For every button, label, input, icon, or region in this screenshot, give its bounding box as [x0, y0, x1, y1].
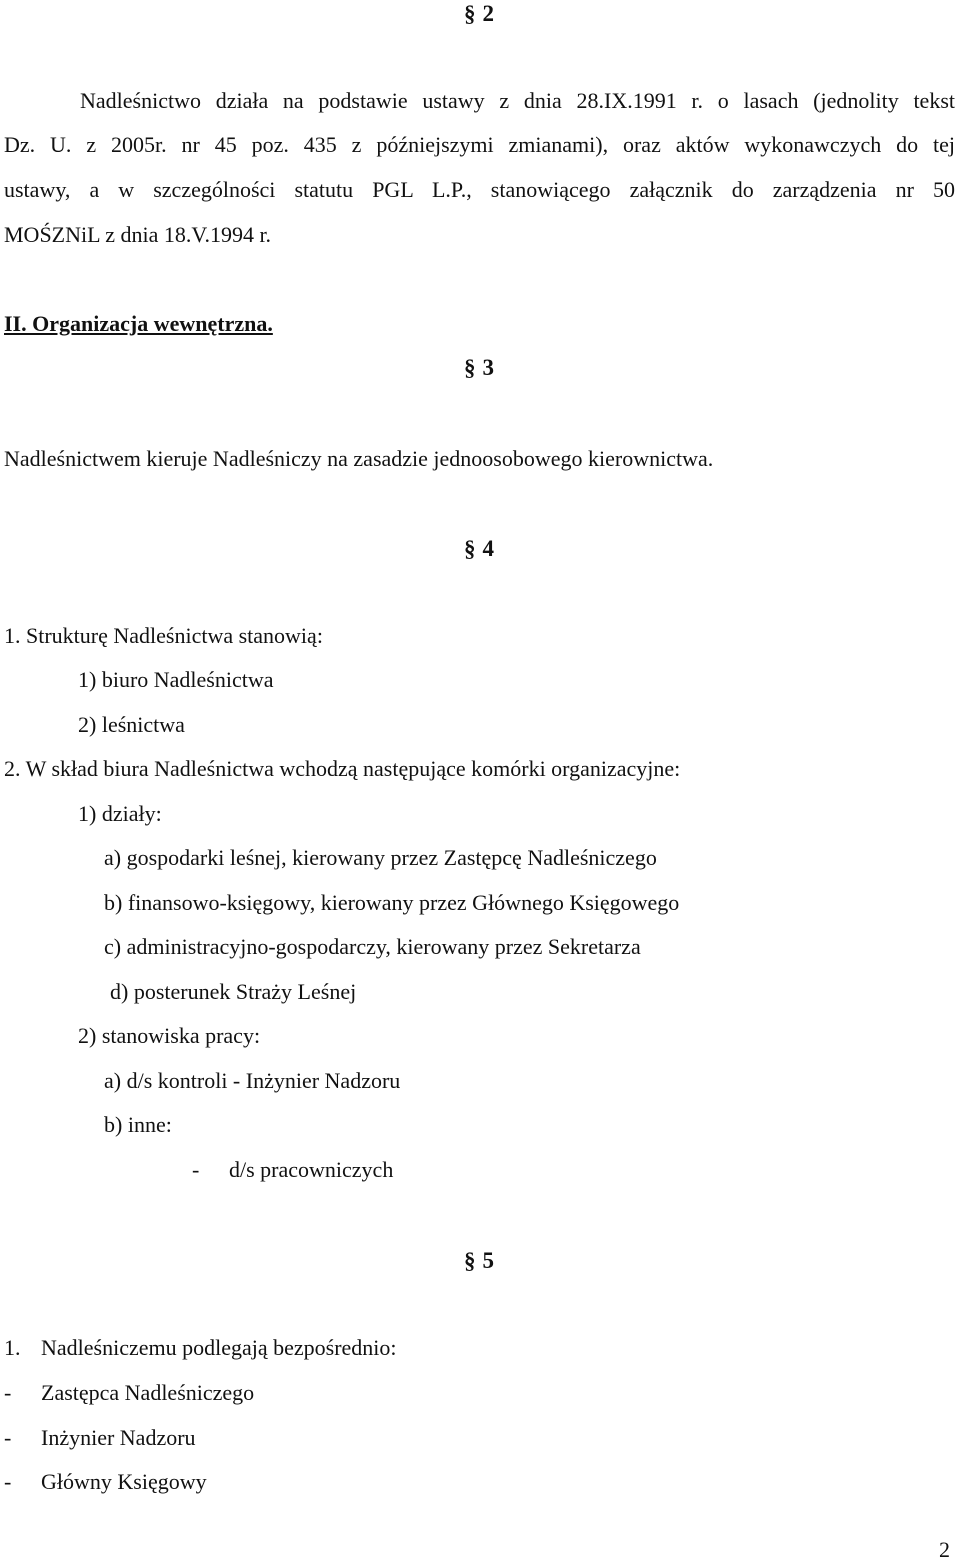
para1-line3: ustawy, a w szczególności statutu PGL L.P., stanowiącego załącznik do zarządzenia nr 50 [4, 177, 955, 202]
section-3-heading [464, 356, 494, 379]
section-symbol: § [464, 536, 476, 561]
section-number: 4 [482, 536, 494, 561]
s5-list-item: Inżynier Nadzoru [41, 1425, 196, 1450]
s5-point1-number: 1. [4, 1335, 21, 1360]
section-symbol: § [464, 1248, 476, 1273]
s4-point1-item: 1) biuro Nadleśnictwa [78, 667, 274, 692]
s5-list-item: Główny Księgowy [41, 1469, 207, 1494]
section-2-heading [464, 2, 494, 25]
chapter-heading: II. Organizacja wewnętrzna. [4, 311, 273, 336]
section-4-heading [464, 537, 494, 560]
para1-line4: MOŚZNiL z dnia 18.V.1994 r. [4, 222, 272, 247]
list-dash: - [4, 1425, 12, 1450]
s4-dzial-item: a) gospodarki leśnej, kierowany przez Zastępcę Nadleśniczego [104, 845, 657, 870]
list-dash: - [4, 1380, 12, 1405]
list-dash: - [192, 1157, 200, 1182]
s5-point1-text: Nadleśniczemu podlegają bezpośrednio: [41, 1335, 397, 1360]
s4-dzial-item: c) administracyjno-gospodarczy, kierowany przez Sekretarza [104, 934, 641, 959]
para1-line1: Nadleśnictwo działa na podstawie ustawy z dnia 28.IX.1991 r. o lasach (jednolity tekst [80, 88, 955, 113]
s4-point2: 2. W skład biura Nadleśnictwa wchodzą następujące komórki organizacyjne: [4, 756, 681, 781]
s4-stanowisko-item: b) inne: [104, 1112, 172, 1137]
para1-line2: Dz. U. z 2005r. nr 45 poz. 435 z późniejszymi zmianami), oraz aktów wykonawczych do tej [4, 132, 955, 157]
s4-dzial-item: b) finansowo-księgowy, kierowany przez Głównego Księgowego [104, 890, 680, 915]
s4-inne-item: d/s pracowniczych [229, 1157, 394, 1182]
s4-stanowiska-label: 2) stanowiska pracy: [78, 1023, 261, 1048]
s4-point1: 1. Strukturę Nadleśnictwa stanowią: [4, 623, 323, 648]
list-dash: - [4, 1469, 12, 1494]
s4-dzial-item: d) posterunek Straży Leśnej [110, 979, 357, 1004]
s4-point1-item: 2) leśnictwa [78, 712, 185, 737]
page-number: 2 [939, 1537, 950, 1562]
section-5-heading [464, 1249, 494, 1272]
section-number: 2 [482, 1, 494, 26]
section-number: 5 [482, 1248, 494, 1273]
section-symbol: § [464, 1, 476, 26]
s4-stanowisko-item: a) d/s kontroli - Inżynier Nadzoru [104, 1068, 401, 1093]
section-3-text: Nadleśnictwem kieruje Nadleśniczy na zasadzie jednoosobowego kierownictwa. [4, 446, 714, 471]
s5-list-item: Zastępca Nadleśniczego [41, 1380, 255, 1405]
section-symbol: § [464, 355, 476, 380]
s4-dzialy-label: 1) działy: [78, 801, 162, 826]
section-number: 3 [482, 355, 494, 380]
